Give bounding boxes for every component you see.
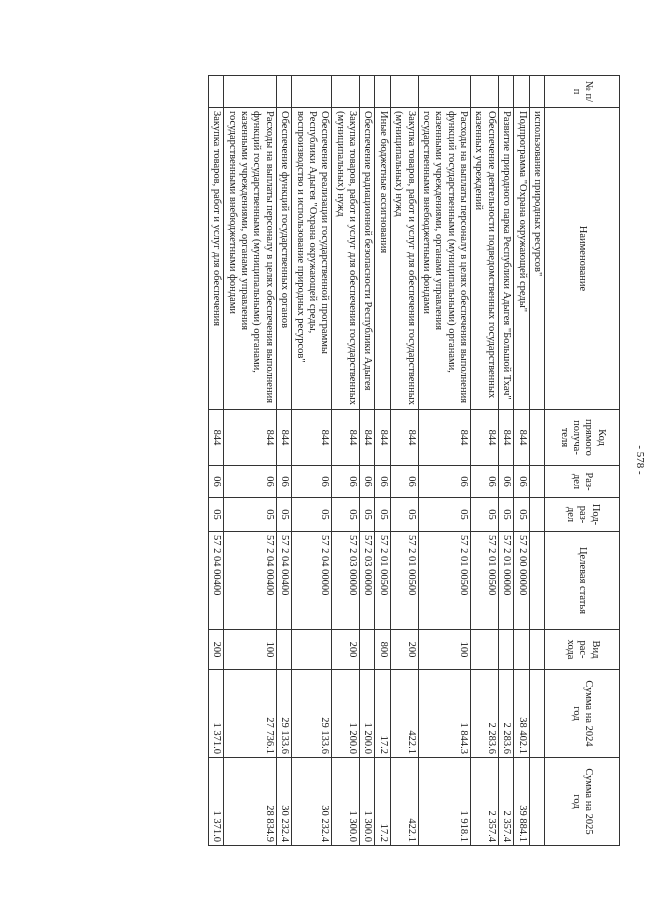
page-number: - 578 - bbox=[634, 445, 646, 475]
header-razdel: Раз-дел bbox=[545, 466, 620, 498]
cell-razdel: 06 bbox=[224, 466, 277, 498]
cell-code: 844 bbox=[224, 410, 277, 466]
table-row bbox=[276, 76, 291, 846]
cell-razdel: 06 bbox=[514, 466, 529, 498]
cell-razdel: 06 bbox=[276, 466, 291, 498]
cell-name: Обеспечение деятельности подведомственных государственных казенных учреждений bbox=[471, 108, 499, 410]
cell-podrazdel: 05 bbox=[332, 498, 360, 532]
cell-article: 57 2 03 00000 bbox=[332, 532, 360, 630]
cell-sum-2024: 422.1 bbox=[390, 670, 418, 758]
cell-vid bbox=[360, 630, 375, 670]
cell-name: Развитие природного парка Республики Адыгея "Большой Тхач" bbox=[498, 108, 513, 410]
header-article: Целевая статья bbox=[545, 532, 620, 630]
cell-razdel: 06 bbox=[209, 466, 224, 498]
cell-code: 844 bbox=[375, 410, 390, 466]
cell-num bbox=[514, 76, 529, 108]
cell-code: 844 bbox=[390, 410, 418, 466]
cell-podrazdel: 05 bbox=[360, 498, 375, 532]
cell-num bbox=[224, 76, 277, 108]
table-row bbox=[514, 76, 529, 846]
cell-razdel: 06 bbox=[498, 466, 513, 498]
table-body bbox=[209, 76, 545, 846]
cell-name: Расходы на выплаты персоналу в целях обеспечения выполнения функций государственными (муниципальными) органами, казенными учреждениями, органами управления государственными внебюджетными фондами bbox=[418, 108, 471, 410]
header-podrazdel: Под-раз-дел bbox=[545, 498, 620, 532]
cell-code: 844 bbox=[360, 410, 375, 466]
cell-podrazdel: 05 bbox=[498, 498, 513, 532]
cell-sum-2025: 39 884.1 bbox=[514, 758, 529, 846]
cell-code: 844 bbox=[209, 410, 224, 466]
cell-podrazdel: 05 bbox=[514, 498, 529, 532]
cell-sum-2024: 29 133.6 bbox=[292, 670, 332, 758]
cell-num bbox=[471, 76, 499, 108]
cell-sum-2025: 422.1 bbox=[390, 758, 418, 846]
cell-num bbox=[418, 76, 471, 108]
header-num: № п/п bbox=[545, 76, 620, 108]
cell-num bbox=[498, 76, 513, 108]
cell-num bbox=[375, 76, 390, 108]
cell-sum-2024: 1 200.0 bbox=[332, 670, 360, 758]
cell-name: Закупка товаров, работ и услуг для обеспечения государственных (муниципальных) нужд bbox=[332, 108, 360, 410]
header-code: Код прямого получа-теля bbox=[545, 410, 620, 466]
cell-razdel bbox=[529, 466, 544, 498]
cell-sum-2024: 17.2 bbox=[375, 670, 390, 758]
cell-sum-2025: 2 357.4 bbox=[471, 758, 499, 846]
cell-code: 844 bbox=[498, 410, 513, 466]
header-name: Наименование bbox=[545, 108, 620, 410]
cell-vid: 200 bbox=[390, 630, 418, 670]
table-header bbox=[545, 76, 620, 846]
cell-name: Иные бюджетные ассигнования bbox=[375, 108, 390, 410]
cell-article: 57 2 01 00000 bbox=[498, 532, 513, 630]
cell-name: Закупка товаров, работ и услуг для обеспечения bbox=[209, 108, 224, 410]
cell-sum-2024: 2 283.6 bbox=[471, 670, 499, 758]
cell-article bbox=[529, 532, 544, 630]
cell-sum-2025: 17.2 bbox=[375, 758, 390, 846]
cell-sum-2025: 30 232.4 bbox=[276, 758, 291, 846]
table-row bbox=[390, 76, 418, 846]
cell-sum-2025: 1 371.0 bbox=[209, 758, 224, 846]
cell-podrazdel: 05 bbox=[418, 498, 471, 532]
cell-num bbox=[332, 76, 360, 108]
cell-vid: 200 bbox=[209, 630, 224, 670]
cell-name: Обеспечение функций государственных органов bbox=[276, 108, 291, 410]
cell-podrazdel: 05 bbox=[390, 498, 418, 532]
cell-sum-2025: 2 357.4 bbox=[498, 758, 513, 846]
cell-sum-2024 bbox=[529, 670, 544, 758]
cell-code: 844 bbox=[276, 410, 291, 466]
cell-podrazdel: 05 bbox=[292, 498, 332, 532]
cell-sum-2024: 1 844.3 bbox=[418, 670, 471, 758]
table-row bbox=[498, 76, 513, 846]
table-row bbox=[375, 76, 390, 846]
cell-sum-2024: 27 736.1 bbox=[224, 670, 277, 758]
cell-code: 844 bbox=[471, 410, 499, 466]
budget-table bbox=[208, 75, 620, 846]
cell-article: 57 2 01 00500 bbox=[471, 532, 499, 630]
cell-podrazdel: 05 bbox=[375, 498, 390, 532]
cell-sum-2024: 38 402.1 bbox=[514, 670, 529, 758]
cell-razdel: 06 bbox=[375, 466, 390, 498]
cell-name: использование природных ресурсов" bbox=[529, 108, 544, 410]
cell-code: 844 bbox=[418, 410, 471, 466]
table-row bbox=[418, 76, 471, 846]
cell-sum-2025: 1 300.0 bbox=[360, 758, 375, 846]
cell-vid: 200 bbox=[332, 630, 360, 670]
cell-vid bbox=[276, 630, 291, 670]
cell-sum-2024: 2 283.6 bbox=[498, 670, 513, 758]
table-row bbox=[360, 76, 375, 846]
table-row bbox=[529, 76, 544, 846]
cell-vid: 100 bbox=[224, 630, 277, 670]
cell-vid bbox=[529, 630, 544, 670]
cell-sum-2025: 1 918.1 bbox=[418, 758, 471, 846]
cell-razdel: 06 bbox=[390, 466, 418, 498]
cell-code: 844 bbox=[292, 410, 332, 466]
table-row bbox=[471, 76, 499, 846]
cell-razdel: 06 bbox=[360, 466, 375, 498]
cell-podrazdel: 05 bbox=[224, 498, 277, 532]
cell-article: 57 2 01 00500 bbox=[418, 532, 471, 630]
cell-name: Подпрограмма "Охрана окружающей среды" bbox=[514, 108, 529, 410]
cell-vid: 100 bbox=[418, 630, 471, 670]
cell-podrazdel bbox=[529, 498, 544, 532]
cell-code bbox=[529, 410, 544, 466]
header-sum-2025: Сумма на 2025 год bbox=[545, 758, 620, 846]
cell-vid bbox=[471, 630, 499, 670]
table-row bbox=[332, 76, 360, 846]
table-row bbox=[292, 76, 332, 846]
cell-vid: 800 bbox=[375, 630, 390, 670]
header-sum-2024: Сумма на 2024 год bbox=[545, 670, 620, 758]
cell-num bbox=[390, 76, 418, 108]
cell-article: 57 2 03 00000 bbox=[360, 532, 375, 630]
cell-article: 57 2 04 00400 bbox=[276, 532, 291, 630]
cell-name: Закупка товаров, работ и услуг для обеспечения государственных (муниципальных) нужд bbox=[390, 108, 418, 410]
cell-podrazdel: 05 bbox=[276, 498, 291, 532]
cell-article: 57 2 00 00000 bbox=[514, 532, 529, 630]
cell-podrazdel: 05 bbox=[471, 498, 499, 532]
cell-article: 57 2 04 00400 bbox=[224, 532, 277, 630]
cell-num bbox=[276, 76, 291, 108]
cell-razdel: 06 bbox=[292, 466, 332, 498]
table-row bbox=[209, 76, 224, 846]
cell-article: 57 2 04 00400 bbox=[209, 532, 224, 630]
cell-razdel: 06 bbox=[418, 466, 471, 498]
cell-article: 57 2 01 00500 bbox=[390, 532, 418, 630]
cell-num bbox=[292, 76, 332, 108]
cell-name: Расходы на выплаты персоналу в целях обеспечения выполнения функций государственными (муниципальными) органами, казенными учреждениями, органами управления государственными внебюджетными фондами bbox=[224, 108, 277, 410]
cell-name: Обеспечение радиационной безопасности Республики Адыгея bbox=[360, 108, 375, 410]
cell-sum-2024: 29 133.6 bbox=[276, 670, 291, 758]
cell-razdel: 06 bbox=[332, 466, 360, 498]
cell-podrazdel: 05 bbox=[209, 498, 224, 532]
cell-sum-2024: 1 371.0 bbox=[209, 670, 224, 758]
cell-num bbox=[360, 76, 375, 108]
rotated-page bbox=[60, 75, 646, 845]
cell-sum-2024: 1 200.0 bbox=[360, 670, 375, 758]
cell-code: 844 bbox=[332, 410, 360, 466]
header-vid: Вид рас-хода bbox=[545, 630, 620, 670]
cell-razdel: 06 bbox=[471, 466, 499, 498]
cell-sum-2025: 30 232.4 bbox=[292, 758, 332, 846]
cell-num bbox=[209, 76, 224, 108]
cell-sum-2025: 28 834.9 bbox=[224, 758, 277, 846]
table-row bbox=[224, 76, 277, 846]
cell-name: Обеспечение реализации государственной программы Республики Адыгея "Охрана окружающей среды, воспроизводство и использование природных ресурсов" bbox=[292, 108, 332, 410]
cell-vid bbox=[514, 630, 529, 670]
cell-sum-2025: 1 300.0 bbox=[332, 758, 360, 846]
cell-vid bbox=[498, 630, 513, 670]
cell-vid bbox=[292, 630, 332, 670]
cell-num bbox=[529, 76, 544, 108]
cell-article: 57 2 01 00500 bbox=[375, 532, 390, 630]
cell-sum-2025 bbox=[529, 758, 544, 846]
cell-article: 57 2 04 00000 bbox=[292, 532, 332, 630]
cell-code: 844 bbox=[514, 410, 529, 466]
